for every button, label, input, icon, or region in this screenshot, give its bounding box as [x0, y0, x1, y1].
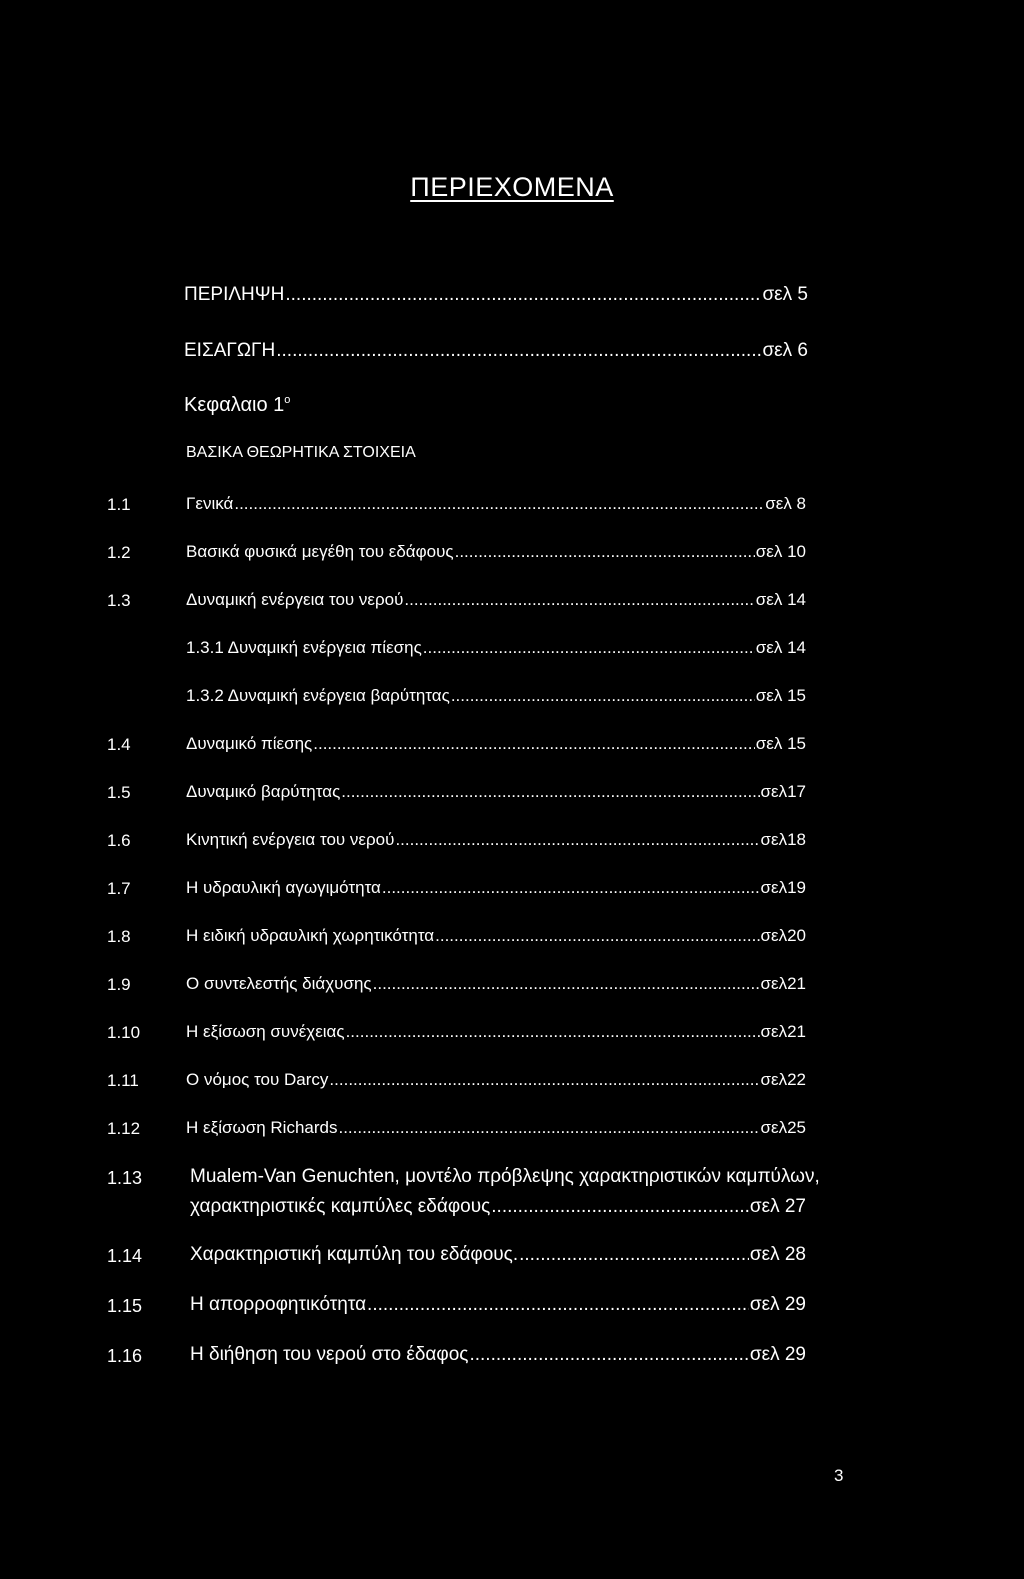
toc-entry [186, 926, 806, 956]
dot-leader [346, 1022, 760, 1042]
toc-entry-label: Η εξίσωση συνέχειας [186, 1022, 345, 1041]
dot-leader [519, 1244, 749, 1266]
toc-entry-number: 1.3 [107, 591, 131, 610]
toc-entry-label: Ο συντελεστής διάχυσης [186, 974, 372, 993]
toc-entry-page: σελ22 [760, 1070, 806, 1089]
toc-entry-label: Η υδραυλική αγωγιμότητα [186, 878, 381, 897]
toc-summary [184, 284, 808, 314]
toc-entry [186, 734, 806, 764]
toc-entry-label: Χαρακτηριστική καμπύλη του εδάφους. [190, 1244, 519, 1265]
toc-entry [186, 878, 806, 908]
chapter-label: Κεφαλαιο 1 [184, 394, 285, 416]
toc-entry-page: σελ 27 [749, 1196, 806, 1217]
toc-entry [186, 830, 806, 860]
toc-entry-13 [190, 1196, 806, 1226]
toc-entry-label: Βασικά φυσικά μεγέθη του εδάφους [186, 542, 454, 561]
toc-entry-number: 1.16 [107, 1346, 143, 1366]
toc-entry [190, 1344, 806, 1374]
toc-entry-number: 1.12 [107, 1119, 141, 1138]
chapter-heading [184, 394, 290, 417]
dot-leader [313, 734, 755, 754]
dot-leader [455, 542, 755, 562]
toc-entry-page: σελ19 [760, 878, 806, 897]
toc-entry [186, 542, 806, 572]
dot-leader [435, 926, 759, 946]
toc-summary-page: σελ 5 [762, 284, 808, 305]
toc-entry-label: Δυναμική ενέργεια του νερού [186, 590, 404, 609]
toc-entry-number: 1.8 [107, 927, 131, 946]
toc-entry-number: 1.5 [107, 783, 131, 802]
dot-leader [404, 590, 754, 610]
toc-entry [186, 1022, 806, 1052]
toc-entry-page: σελ 10 [755, 542, 806, 561]
dot-leader [395, 830, 759, 850]
toc-entry-page: σελ 29 [749, 1294, 806, 1315]
toc-entry-page: σελ17 [760, 782, 806, 801]
toc-entry [186, 590, 806, 620]
dot-leader [373, 974, 760, 994]
dot-leader [285, 284, 761, 306]
dot-leader [469, 1344, 748, 1366]
toc-entry-page: σελ 14 [755, 638, 806, 657]
toc-entry-label: Η εξίσωση Richards [186, 1118, 338, 1137]
toc-intro [184, 340, 808, 370]
dot-leader [338, 1118, 759, 1138]
toc-entry [190, 1294, 806, 1324]
toc-entry-label-line1: Mualem-Van Genuchten, μοντέλο πρόβλεψης χαρακτηριστικών καμπύλων, [190, 1166, 820, 1187]
toc-entry [186, 1070, 806, 1100]
toc-entry-label: Γενικά [186, 494, 234, 513]
toc-entry [186, 1118, 806, 1148]
toc-entry-number: 1.9 [107, 975, 131, 994]
chapter-subtitle: ΒΑΣΙΚΑ ΘΕΩΡΗΤΙΚΑ ΣΤΟΙΧΕΙΑ [186, 444, 416, 461]
dot-leader [491, 1196, 749, 1218]
toc-entry-number: 1.10 [107, 1023, 141, 1042]
toc-entry-label: Η διήθηση του νερού στο έδαφος [190, 1344, 469, 1365]
toc-entry-label-line2: χαρακτηριστικές καμπύλες εδάφους [190, 1196, 491, 1217]
toc-entry-label: Κινητική ενέργεια του νερού [186, 830, 395, 849]
toc-entry-number: 1.13 [107, 1168, 143, 1188]
dot-leader [382, 878, 760, 898]
dot-leader [341, 782, 759, 802]
toc-entry-label: Η απορροφητικότητα [190, 1294, 367, 1315]
toc-entry [190, 1244, 806, 1274]
page-number: 3 [834, 1466, 844, 1485]
toc-entry-page: σελ 28 [749, 1244, 806, 1265]
toc-entry-page: σελ25 [760, 1118, 806, 1137]
toc-entry-page: σελ21 [760, 1022, 806, 1041]
toc-entry-number: 1.6 [107, 831, 131, 850]
toc-entry [186, 974, 806, 1004]
toc-entry-label: Ο νόμος του Darcy [186, 1070, 329, 1089]
toc-entry-label: 1.3.1 Δυναμική ενέργεια πίεσης [186, 638, 422, 657]
toc-summary-label: ΠΕΡΙΛΗΨΗ [184, 284, 285, 305]
toc-entry-label: 1.3.2 Δυναμική ενέργεια βαρύτητας [186, 686, 450, 705]
toc-entry-page: σελ 8 [765, 494, 806, 513]
toc-entry-number: 1.4 [107, 735, 131, 754]
dot-leader [367, 1294, 749, 1316]
dot-leader [234, 494, 764, 514]
toc-entry-number: 1.15 [107, 1296, 143, 1316]
toc-entry-number: 1.11 [107, 1071, 139, 1090]
toc-entry-page: σελ20 [760, 926, 806, 945]
toc-entry [186, 782, 806, 812]
toc-entry-page: σελ18 [760, 830, 806, 849]
toc-entry-label: Δυναμικό πίεσης [186, 734, 313, 753]
page-title: ΠΕΡΙΕΧΟΜΕΝΑ [410, 172, 614, 202]
toc-entry-page: σελ 15 [755, 686, 806, 705]
dot-leader [423, 638, 755, 658]
toc-entry [186, 494, 806, 524]
toc-entry-number: 1.2 [107, 543, 131, 562]
toc-entry-page: σελ21 [760, 974, 806, 993]
toc-entry-number: 1.1 [107, 495, 131, 514]
toc-intro-label: ΕΙΣΑΓΩΓΗ [184, 340, 276, 361]
dot-leader [276, 340, 761, 362]
toc-entry-label: Η ειδική υδραυλική χωρητικότητα [186, 926, 435, 945]
toc-entry-page: σελ 29 [749, 1344, 806, 1365]
toc-entry [186, 686, 806, 716]
toc-entry-page: σελ 15 [755, 734, 806, 753]
dot-leader [451, 686, 755, 706]
toc-entry [186, 638, 806, 668]
toc-intro-page: σελ 6 [762, 340, 808, 361]
toc-entry-number: 1.7 [107, 879, 131, 898]
chapter-sup: ο [284, 394, 291, 406]
toc-entry-page: σελ 14 [755, 590, 806, 609]
toc-entry-number: 1.14 [107, 1246, 143, 1266]
dot-leader [329, 1070, 759, 1090]
toc-entry-label: Δυναμικό βαρύτητας [186, 782, 341, 801]
